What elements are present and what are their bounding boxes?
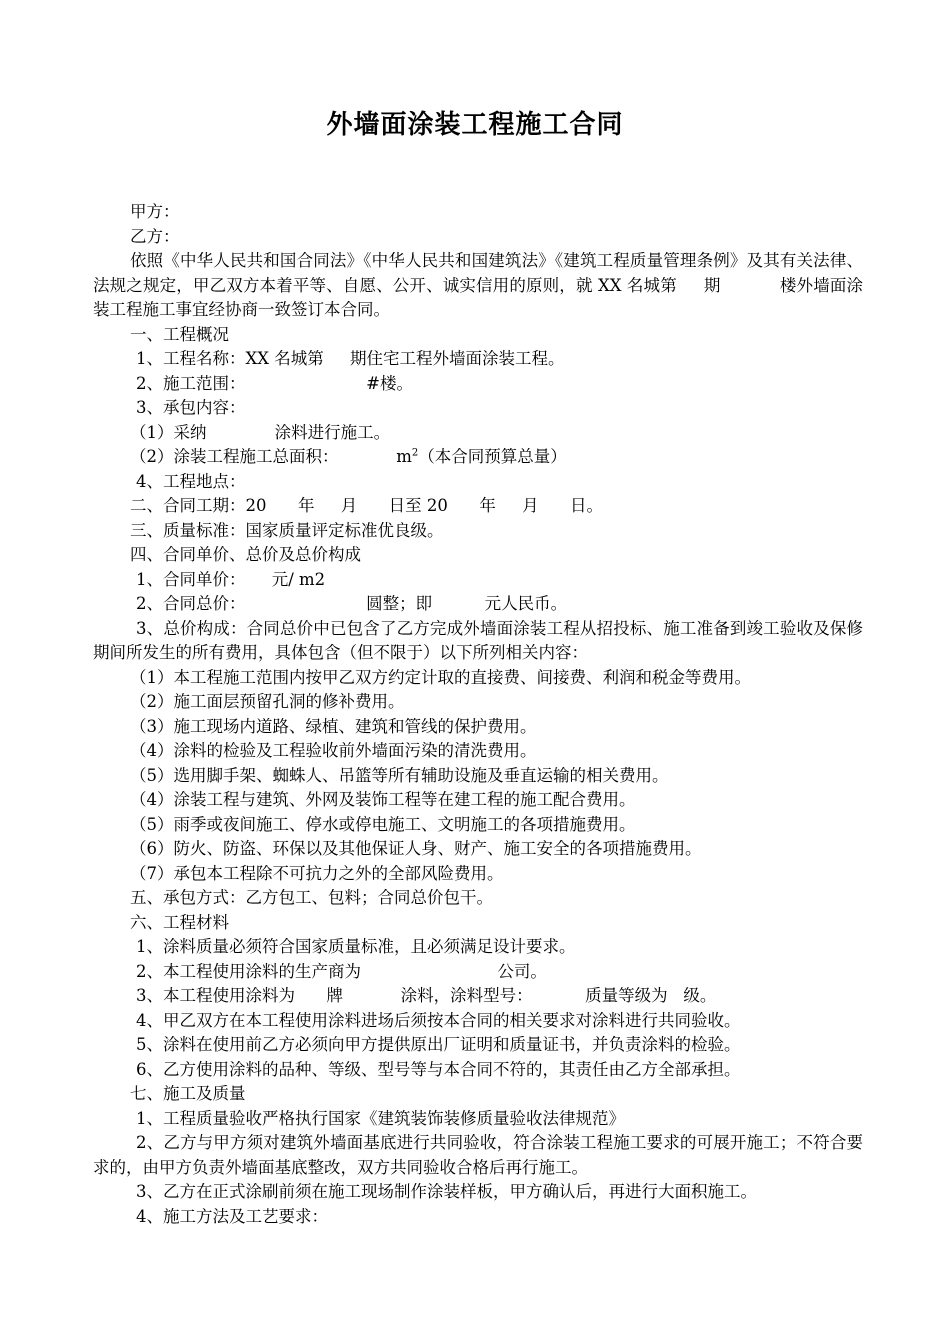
section-heading: 七、施工及质量: [130, 1084, 246, 1103]
substrate-paragraph: 2、乙方与甲方须对建筑外墙面基底进行共同验收，符合涂装工程施工要求的可展开施工；不符合要求的，由甲方负责外墙面基底整改，双方共同验收合格后再行施工。: [93, 1133, 863, 1177]
section-heading: 五、承包方式：乙方包工、包料；合同总价包干。: [130, 888, 493, 907]
sub-clause-line: （5）选用脚手架、蜘蛛人、吊篮等所有辅助设施及垂直运输的相关费用。: [130, 765, 669, 785]
clause-line: 3、本工程使用涂料为 牌 涂料，涂料型号： 质量等级为 级。: [136, 986, 717, 1005]
party-b-line: 乙方：: [130, 226, 180, 246]
section-heading: 三、质量标准：国家质量评定标准优良级。: [130, 520, 444, 540]
clause-line: 6、乙方使用涂料的品种、等级、型号等与本合同不符的，其责任由乙方全部承担。: [136, 1059, 741, 1079]
clause-line: 3、乙方在正式涂刷前须在施工现场制作涂装样板，甲方确认后，再进行大面积施工。: [136, 1182, 757, 1201]
section-heading: 二、合同工期：20 年 月 日至 20 年 月 日。: [130, 496, 604, 515]
sub-clause-line: （2）施工面层预留孔洞的修补费用。: [130, 692, 405, 711]
contract-body: [93, 200, 863, 1229]
sub-clause-line: （1）采纳 涂料进行施工。: [130, 422, 391, 442]
clause-line: 4、工程地点：: [136, 471, 246, 491]
clause-line: 2、本工程使用涂料的生产商为 公司。: [136, 961, 547, 981]
sub-clause-line: （1）本工程施工范围内按甲乙双方约定计取的直接费、间接费、利润和税金等费用。: [130, 667, 751, 687]
clause-line: 4、施工方法及工艺要求：: [136, 1206, 328, 1226]
section-heading: 四、合同单价、总价及总价构成: [130, 545, 361, 564]
clause-line: 4、甲乙双方在本工程使用涂料进场后须按本合同的相关要求对涂料进行共同验收。: [136, 1010, 741, 1030]
sub-clause-line: （4）涂料的检验及工程验收前外墙面污染的清洗费用。: [130, 741, 537, 760]
price-composition-paragraph: 3、总价构成：合同总价中已包含了乙方完成外墙面涂装工程从招投标、施工准备到竣工验收及保修期间所发生的所有费用，具体包含（但不限于）以下所列相关内容：: [93, 618, 863, 662]
clause-line: 1、涂料质量必须符合国家质量标准，且必须满足设计要求。: [136, 937, 576, 956]
area-unit-superscript: 2: [411, 447, 419, 459]
document-title: 外墙面涂装工程施工合同: [326, 110, 624, 140]
clause-line: 3、承包内容：: [136, 398, 246, 417]
sub-clause-line: [93, 445, 863, 470]
clause-line: 1、工程质量验收严格执行国家《建筑装饰装修质量验收法律规范》: [136, 1108, 625, 1128]
clause-line: 2、合同总价： 圆整；即 元人民币。: [136, 594, 568, 613]
clause-line: 2、施工范围： #楼。: [136, 373, 413, 393]
clause-line: 5、涂料在使用前乙方必须向甲方提供原出厂证明和质量证书，并负责涂料的检验。: [136, 1035, 741, 1054]
sub-clause-line: （5）雨季或夜间施工、停水或停电施工、文明施工的各项措施费用。: [130, 814, 636, 834]
sub-clause-line: （6）防火、防盗、环保以及其他保证人身、财产、施工安全的各项措施费用。: [130, 839, 702, 858]
clause-line: 1、工程名称：XX 名城第 期住宅工程外墙面涂装工程。: [136, 349, 565, 368]
section-heading: 六、工程材料: [130, 912, 229, 932]
sub-clause-line: （4）涂装工程与建筑、外网及装饰工程等在建工程的施工配合费用。: [130, 790, 636, 809]
party-a-line: 甲方：: [130, 202, 180, 221]
area-note: （本合同预算总量）: [418, 447, 567, 466]
preamble-paragraph: 依照《中华人民共和国合同法》《中华人民共和国建筑法》《建筑工程质量管理条例》及其有关法律、法规之规定，甲乙双方本着平等、自愿、公开、诚实信用的原则，就 XX 名城第 期 楼外墙面涂装工程施工事宜经协商一致签订本合同。: [93, 251, 863, 319]
section-heading: 一、工程概况: [130, 324, 229, 344]
sub-clause-line: （7）承包本工程除不可抗力之外的全部风险费用。: [130, 863, 504, 883]
area-text: （2）涂装工程施工总面积： m: [130, 447, 412, 466]
sub-clause-line: （3）施工现场内道路、绿植、建筑和管线的保护费用。: [130, 716, 537, 736]
clause-line: 1、合同单价： 元/ m2: [136, 569, 326, 589]
